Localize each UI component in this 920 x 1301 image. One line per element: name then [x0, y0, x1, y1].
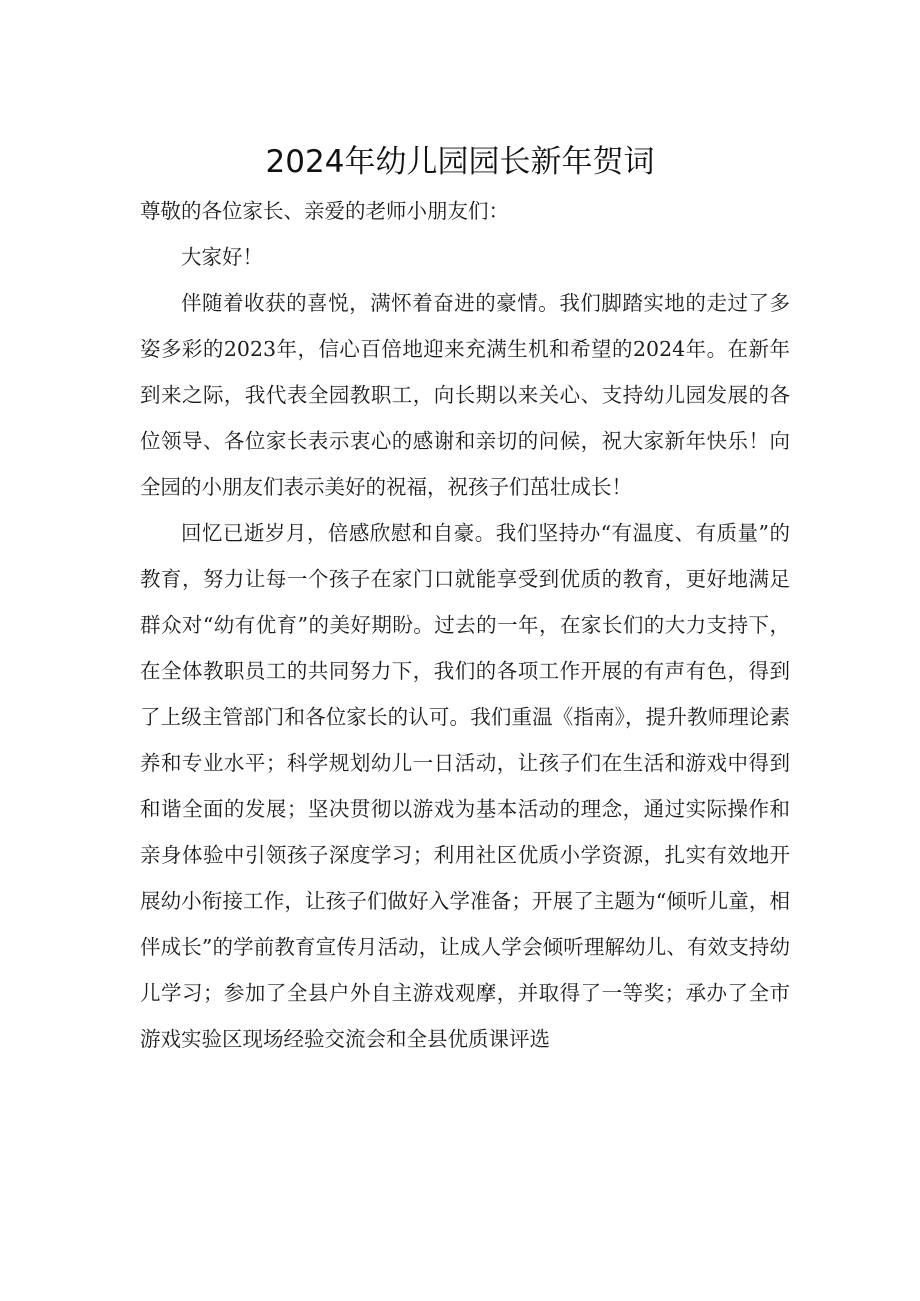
document-title: 2024年幼儿园园长新年贺词 [265, 143, 655, 180]
paragraph-greeting: 大家好！ [181, 245, 263, 269]
salutation: 尊敬的各位家长、亲爱的老师小朋友们： [140, 199, 509, 223]
paragraph-review-of-year: 回忆已逝岁月，倍感欣慰和自豪。我们坚持办“有温度、有质量”的教育，努力让每一个孩子在家门口就能享受到优质的教育，更好地满足群众对“幼有优育”的美好期盼。过去的一年，在家长们的大力支持下，在全体教职员工的共同努力下，我们的各项工作开展的有声有色，得到了上级主管部门和各位家长的认可。我们重温《指南》，提升教师理论素养和专业水平；科学规划幼儿一日活动，让孩子们在生活和游戏中得到和谐全面的发展；坚决贯彻以游戏为基本活动的理念，通过实际操作和亲身体验中引领孩子深度学习；利用社区优质小学资源，扎实有效地开展幼小衔接工作，让孩子们做好入学准备；开展了主题为“倾听儿童，相伴成长”的学前教育宣传月活动，让成人学会倾听理解幼儿、有效支持幼儿学习；参加了全县户外自主游戏观摩，并取得了一等奖；承办了全市游戏实验区现场经验交流会和全县优质课评选 [140, 521, 790, 1051]
document-body [140, 188, 790, 1062]
paragraph-new-year-wishes: 伴随着收获的喜悦，满怀着奋进的豪情。我们脚踏实地的走过了多姿多彩的2023年，信心百倍地迎来充满生机和希望的2024年。在新年到来之际，我代表全园教职工，向长期以来关心、支持幼儿园发展的各位领导、各位家长表示衷心的感谢和亲切的问候，祝大家新年快乐！向全园的小朋友们表示美好的祝福，祝孩子们茁壮成长！ [140, 291, 790, 499]
